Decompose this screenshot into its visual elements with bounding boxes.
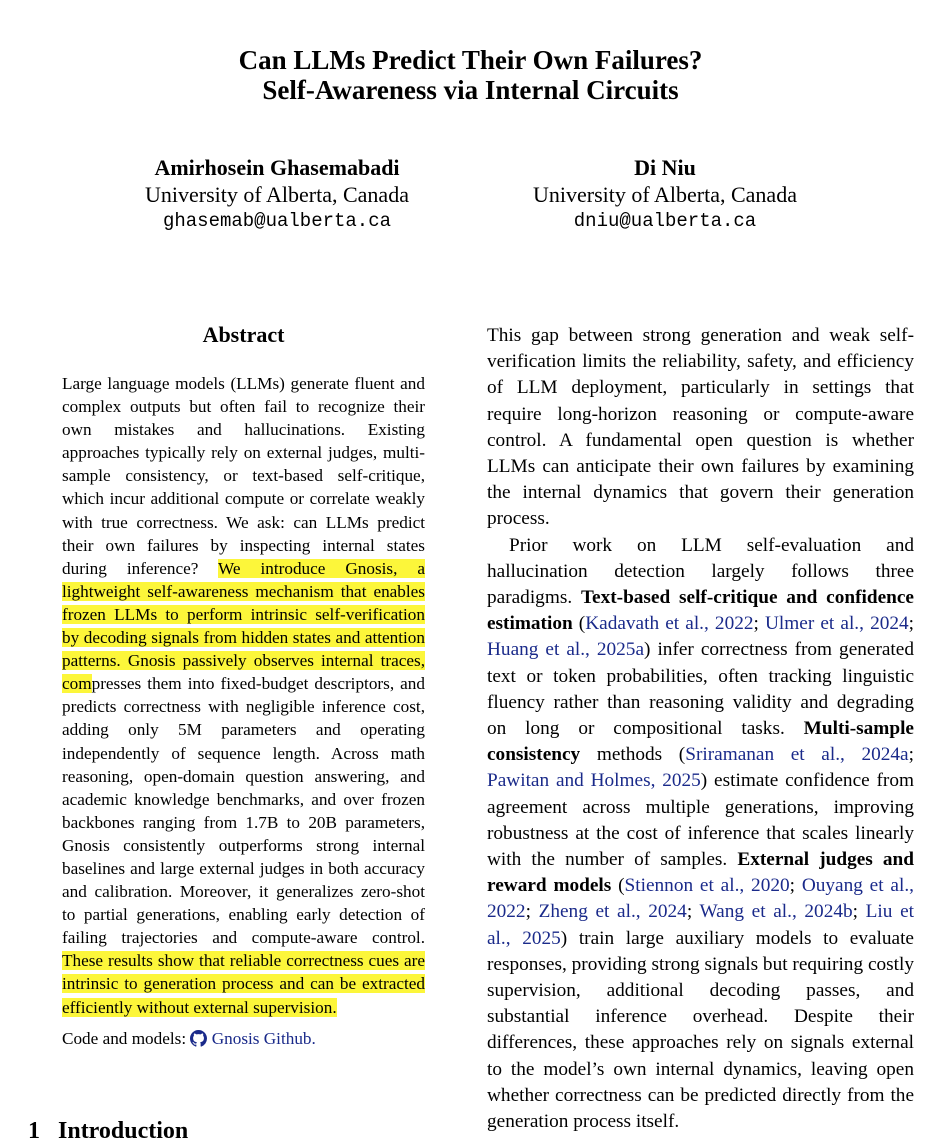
abstract-text-2: presses them into fixed-budget descriptors, and predicts correctness with negligible inference cost, adding only 5M parameters and operating independently of sequence length. Across math reasoning, open-domain question answering, and academic knowledge benchmarks, and over frozen backbones ranging from 1.7B to 20B parameters, Gnosis consistently outperforms strong internal baselines and large external judges in both accuracy and calibration. Moreover, it generalizes zero-shot to partial generations, enabling early detection of failing trajectories and compute-aware control. <box>62 674 425 948</box>
p2-bold-1: Text-based self-critique and confidence estimation <box>487 587 914 635</box>
right-column <box>487 323 914 1135</box>
citation-link[interactable]: Ouyang et al., 2022 <box>487 875 914 923</box>
title-line-1: Can LLMs Predict Their Own Failures? <box>238 45 703 75</box>
citation-link[interactable]: Ulmer et al., 2024 <box>764 613 909 635</box>
p2-intro: Prior work on LLM self-evaluation and hallucination detection largely follows three paradigms. <box>487 534 914 609</box>
abstract-text-1: Large language models (LLMs) generate fluent and complex outputs but often fail to recognize their own mistakes and hallucinations. Existing approaches typically rely on external judges, multi-sample consistency, or text-based self-critique, which incur additional compute or correlate weakly with true correctness. We ask: can LLMs predict their own failures by inspecting internal states during inference? <box>62 374 425 578</box>
p2-text-1: infer correctness from generated text or token probabilities, often tracking linguistic fluency rather than reasoning validity and degrading on long or compositional tasks. <box>487 639 914 740</box>
code-label: Code and models: <box>62 1028 187 1048</box>
p2-bold-2: Multi-sample consistency <box>487 718 914 766</box>
citation-link[interactable]: Pawitan and Holmes, 2025 <box>487 770 701 792</box>
citation-link[interactable]: Liu et al., 2025 <box>487 901 914 949</box>
p2-text-3: estimate confidence from agreement across multiple generations, improving robustness at the cost of inference that scales linearly with the number of samples. <box>487 770 914 871</box>
author-name: Di Niu <box>634 155 696 180</box>
p2-bold-3: External judges and reward models <box>487 849 914 897</box>
citation-link[interactable]: Zheng et al., 2024 <box>538 901 687 923</box>
author-affiliation: University of Alberta, Canada <box>533 182 797 207</box>
title-line-2: Self-Awareness via Internal Circuits <box>262 75 679 105</box>
citation-link[interactable]: Wang et al., 2024b <box>699 901 853 923</box>
author-block-1 <box>112 154 442 235</box>
github-icon[interactable] <box>190 1030 207 1047</box>
p2-text-2: methods <box>596 744 663 766</box>
github-link[interactable]: Gnosis Github. <box>211 1028 316 1048</box>
citation-link[interactable]: Huang et al., 2025a <box>487 639 645 661</box>
p2-text-4: train large auxiliary models to evaluate responses, providing strong signals but requiring costly supervision, additional decoding passes, and substantial inference overhead. Despite their differences, these approaches rely on signals external to the model’s own internal dynamics, leaving open whether correctness can be predicted directly from the generation process itself. <box>487 927 914 1133</box>
abstract-heading: Abstract <box>202 322 285 347</box>
author-block-2 <box>500 154 830 235</box>
left-column <box>62 320 425 1050</box>
citation-link[interactable]: Kadavath et al., 2022 <box>585 613 754 635</box>
abstract-body <box>62 372 425 1019</box>
author-name: Amirhosein Ghasemabadi <box>154 155 400 180</box>
section-number: 1 <box>28 1118 40 1144</box>
body-paragraph-1: This gap between strong generation and weak self-verification limits the reliability, safety, and efficiency of LLM deployment, particularly in settings that require long-horizon reasoning or compute-aware control. A fundamental open question is whether LLMs can anticipate their own failures by examining the internal dynamics that govern their generation process. <box>487 325 914 530</box>
citation-link[interactable]: Sriramanan et al., 2024a <box>685 744 909 766</box>
paper-title <box>0 45 941 105</box>
abstract-highlight-1: We introduce Gnosis, a lightweight self-awareness mechanism that enables frozen LLMs to perform intrinsic self-verification by decoding signals from hidden states and attention patterns. Gnosis passively observes internal traces, com <box>62 558 425 694</box>
author-email[interactable]: dniu@ualberta.ca <box>573 210 757 232</box>
author-email[interactable]: ghasemab@ualberta.ca <box>162 210 392 232</box>
abstract-highlight-2: These results show that reliable correctness cues are intrinsic to generation process and can be extracted efficiently without external supervision. <box>62 951 425 1017</box>
author-affiliation: University of Alberta, Canada <box>145 182 409 207</box>
code-line <box>62 1027 425 1050</box>
citation-link[interactable]: Stiennon et al., 2020 <box>624 875 790 897</box>
section-title: Introduction <box>58 1118 189 1144</box>
body-paragraph-2: Prior work on LLM self-evaluation and hallucination detection largely follows three paradigms. Text-based self-critique and confidence estimation (Kadavath et al., 2022; Ulmer et al., 2024; Huang et al., 2025a) infer correctness from generated text or token probabilities, often tracking linguistic fluency rather than reasoning validity and degrading on long or compositional tasks. Multi-sample consistency methods (Sriramanan et al., 2024a; Pawitan and Holmes, 2025) estimate confidence from agreement across multiple generations, improving robustness at the cost of inference that scales linearly with the number of samples. External judges and reward models (Stiennon et al., 2020; Ouyang et al., 2022; Zheng et al., 2024; Wang et al., 2024b; Liu et al., 2025) train large auxiliary models to evaluate responses, providing strong signals but requiring costly supervision, additional decoding passes, and substantial inference overhead. Despite their differences, these approaches rely on signals external to the model’s own internal dynamics, leaving open whether correctness can be predicted directly from the generation process itself. <box>487 534 914 1133</box>
